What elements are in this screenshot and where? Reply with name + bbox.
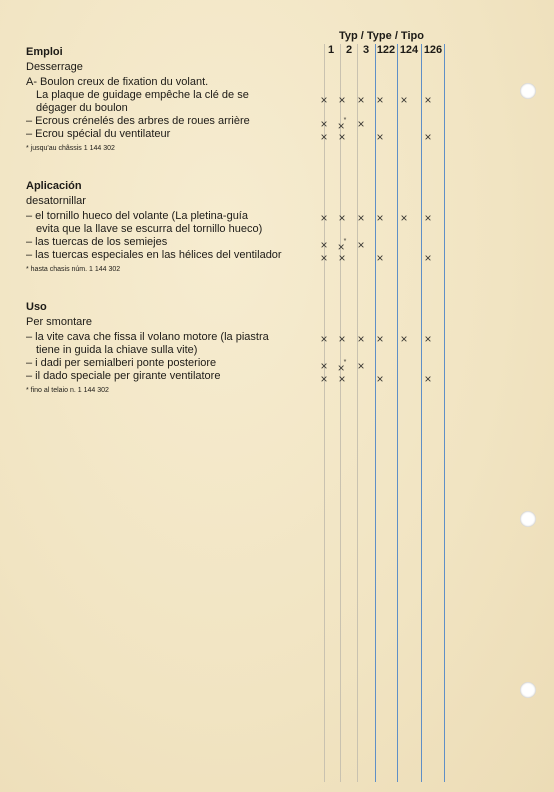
cross-mark: × [320, 93, 328, 107]
item-text: – las tuercas de los semiejes [26, 236, 168, 248]
cross-mark: × [424, 211, 432, 225]
section-subheading: desatornillar [26, 195, 86, 207]
item-text: – Ecrou spécial du ventilateur [26, 128, 171, 140]
cross-mark: × [424, 372, 432, 386]
column-header-2: 2 [345, 44, 353, 56]
item-text: – la vite cava che fissa il volano motore (la piastra [26, 331, 269, 343]
section-subheading: Per smontare [26, 316, 93, 328]
column-header-122: 122 [376, 44, 396, 56]
cross-mark: × [424, 332, 432, 346]
section-subheading: Desserrage [26, 61, 83, 73]
cross-mark: × [357, 238, 365, 252]
item-text: – el tornillo hueco del volante (La pletina-guía [26, 210, 248, 222]
column-header-126: 126 [423, 44, 443, 56]
column-rule [444, 44, 445, 782]
item-text: dégager du boulon [36, 102, 128, 114]
column-header-1: 1 [327, 44, 335, 56]
cross-mark: × [320, 117, 328, 131]
cross-mark: × [376, 332, 384, 346]
cross-mark: × [320, 332, 328, 346]
asterisk-mark: * [343, 359, 347, 366]
cross-mark: × [376, 211, 384, 225]
cross-mark: ×* [337, 238, 347, 254]
cross-mark: × [357, 211, 365, 225]
column-header-124: 124 [399, 44, 419, 56]
cross-mark: × [320, 251, 328, 265]
item-text: – Ecrous crénelés des arbres de roues arrière [26, 115, 250, 127]
cross-mark: × [424, 251, 432, 265]
item-text: – las tuercas especiales en las hélices del ventilador [26, 249, 282, 261]
column-rule [375, 44, 376, 782]
column-rule [357, 44, 358, 782]
punch-hole [520, 83, 536, 99]
cross-mark: × [320, 238, 328, 252]
column-rule [324, 44, 325, 782]
cross-mark: × [320, 372, 328, 386]
cross-mark: × [400, 332, 408, 346]
cross-mark: × [376, 251, 384, 265]
section-heading: Aplicación [26, 180, 82, 192]
footnote: * hasta chasis núm. 1 144 302 [26, 266, 121, 273]
section-heading: Emploi [26, 46, 63, 58]
cross-mark: × [424, 130, 432, 144]
footnote: * jusqu'au châssis 1 144 302 [26, 145, 115, 152]
cross-mark: × [376, 372, 384, 386]
asterisk-mark: * [343, 117, 347, 124]
cross-mark: × [424, 93, 432, 107]
cross-mark: ×* [337, 117, 347, 133]
cross-mark: × [376, 130, 384, 144]
cross-mark: × [338, 93, 346, 107]
cross-mark: × [357, 332, 365, 346]
section-heading: Uso [26, 301, 47, 313]
cross-mark: ×* [337, 359, 347, 375]
cross-mark: × [338, 211, 346, 225]
item-text: – i dadi per semialberi ponte posteriore [26, 357, 217, 369]
cross-mark: × [357, 359, 365, 373]
item-text: La plaque de guidage empêche la clé de se [36, 89, 249, 101]
cross-mark: × [357, 117, 365, 131]
column-header-3: 3 [362, 44, 370, 56]
cross-mark: × [320, 211, 328, 225]
item-text: A- Boulon creux de fixation du volant. [26, 76, 209, 88]
item-text: evita que la llave se escurra del tornillo hueco) [36, 223, 263, 235]
cross-mark: × [338, 251, 346, 265]
cross-mark: × [400, 211, 408, 225]
punch-hole [520, 511, 536, 527]
footnote: * fino al telaio n. 1 144 302 [26, 387, 109, 394]
cross-mark: × [320, 130, 328, 144]
type-header: Typ / Type / Tipo [339, 30, 424, 42]
item-text: tiene in guida la chiave sulla vite) [36, 344, 198, 356]
column-rule [397, 44, 398, 782]
cross-mark: × [338, 130, 346, 144]
cross-mark: × [376, 93, 384, 107]
column-rule [340, 44, 341, 782]
cross-mark: × [400, 93, 408, 107]
cross-mark: × [320, 359, 328, 373]
cross-mark: × [357, 93, 365, 107]
punch-hole [520, 682, 536, 698]
column-rule [421, 44, 422, 782]
item-text: – il dado speciale per girante ventilatore [26, 370, 221, 382]
cross-mark: × [338, 372, 346, 386]
cross-mark: × [338, 332, 346, 346]
asterisk-mark: * [343, 238, 347, 245]
